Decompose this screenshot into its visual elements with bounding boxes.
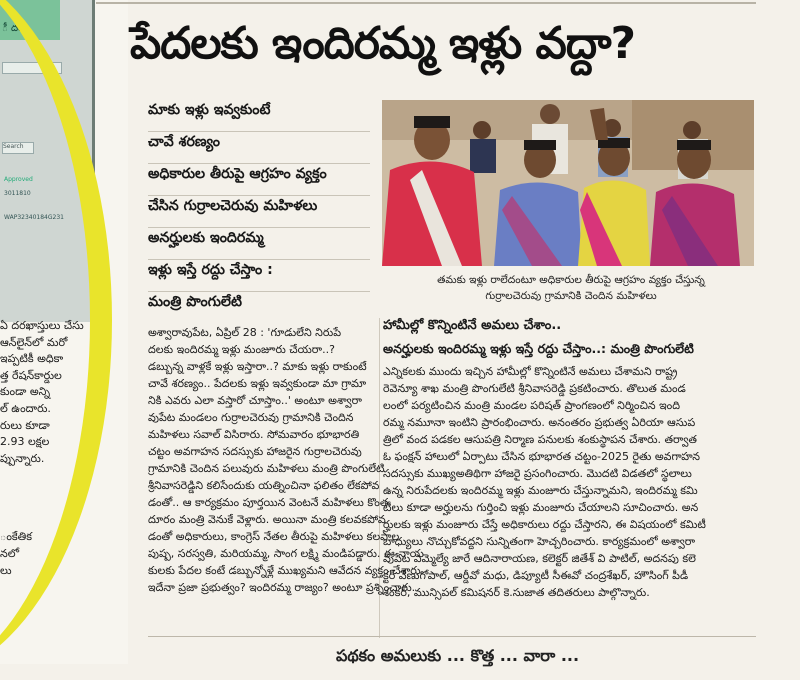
adjacent-article-text: ంకేతిక నలో లు [0,530,33,577]
phone-label: 3011810 [4,190,31,197]
women-protesting-photo [382,100,754,266]
deck-line: చావే శరణ్యం [148,132,370,164]
photo-caption: తమకు ఇళ్లు రాలేదంటూ అధికారుల తీరుపై ఆగ్రహం వ్యక్తం చేస్తున్న గుర్రాలచెరువు గ్రామానికి చెందిన మహిళలు [437,274,705,302]
deck-line: మంత్రి పొంగులేటి [148,294,242,310]
deck-summary [148,100,370,323]
subheading-minister: అనర్హులకు ఇందిరమ్మ ఇళ్లు ఇస్తే రద్దు చేస్తాం..: మంత్రి పొంగులేటి [383,341,694,356]
article [96,0,800,664]
deck-line: అనర్హులకు ఇందిరమ్మ [148,228,370,260]
body-column-left: అశ్వారావుపేట, ఏప్రిల్ 28 : 'గూడులేని నిరుపే దలకు ఇందిరమ్మ ఇళ్లు మంజూరు చేయరా..? డబ్బున్న వాళ్లకే ఇళ్లు ఇస్తారా..? మాకు ఇళ్లు రాకుంటే చావే శరణ్యం.. పేదలకు ఇళ్లు ఇవ్వకుండా మా గ్రామా నికి ఎవరు ఎలా వస్తారో చూస్తాం..' అంటూ అశ్వారా వుపేట మండలం గుర్రాలచెరువు గ్రామానికి చెందిన మహిళలు సవాల్ విసిరారు. సోమవారం భూభారతి చట్టం అవగాహన సదస్సుకు హాజరైన గుర్రాలచెరువు గ్రామానికి చెందిన పలువురు మహిళలు మంత్రి పొంగులేటి శ్రీనివాసరెడ్డిని కలిసేందుకు యత్నించినా ఫలితం లేకపోవ డంతో.. ఆ కార్యక్రమం పూర్తయిన వెంటనే మహిళలు కొంత దూరం మంత్రి వెనుకే వెళ్లారు. అయినా మంత్రి కలవకపోవ డంతో అధికారులు, కాంగ్రెస్ నేతల తీరుపై మహిళలు కలపాల పుష్ప, సరస్వతి, మరియమ్మ, సాంగ లక్ష్మి మండిపడ్డారు. ఈ నాయ కులకు పేదల కంటే డబ్బున్నోళ్లే ముఖ్యమని ఆవేదన వ్యక్తం చేశారు. ఇదేనా ప్రజా ప్రభుత్వం? ఇందిరమ్మ రాజ్యం? అంటూ ప్రశ్నించారు. [148,326,425,594]
deck-line: చేసిన గుర్రాలచెరువు మహిళలు [148,196,370,228]
deck-line: ఇళ్లు ఇస్తే రద్దు చేస్తాం : [148,260,370,292]
bottom-divider [148,636,756,637]
phone-search-button: Search [2,142,34,154]
subheading-promises: హామీల్లో కొన్నింటినే అమలు చేశాం.. [383,318,562,333]
news-photo [382,100,754,266]
deck-line: అధికారుల తీరుపై ఆగ్రహం వ్యక్తం [148,164,370,196]
phone-label: Approved [4,176,33,183]
phone-label: WAP32340184G231 [4,214,64,221]
body-column-right: ఎన్నికలకు ముందు ఇచ్చిన హామీల్లో కొన్నింటినే అమలు చేశామని రాష్ట్ర రెవెన్యూ శాఖ మంత్రి పొంగులేటి శ్రీనివాసరెడ్డి ప్రకటించారు. తొలుత మండ లంలో పర్యటించిన మంత్రి మండల పరిషత్ ప్రాంగణంలో నిర్మించిన ఇంది రమ్మ నమూనా ఇంటిని ప్రారంభించారు. అనంతరం ప్రభుత్వ ఏరియా ఆసుప త్రిలో వంద పడకల ఆసుపత్రి నిర్మాణ పనులకు శంకుస్థాపన చేశారు. తర్వాత ఓ ఫంక్షన్ హాలులో ఏర్పాటు చేసిన భూభారత చట్టం-2025 రైతు అవగాహన సదస్సుకు ముఖ్యఅతిథిగా హాజరై ప్రసంగించారు. మొదటి విడతలో స్థలాలు ఉన్న నిరుపేదలకు ఇందిరమ్మ ఇళ్లు మంజూరు చేస్తున్నామని, ఇందిరమ్మ కమి టీలు కూడా అర్హులను గుర్తించి ఇళ్లు మంజూరు చేయాలని సూచించారు. అన ర్హులకు ఇళ్లు మంజూరు చేస్తే అధికారులు రద్దు చేస్తారని, ఈ విషయంలో కమిటీ బాధ్యులు నొచ్చుకోవద్దని సున్నితంగా హెచ్చరించారు. కార్యక్రమంలో అశ్వారా వుపేట ఎమ్మెల్యే జారే ఆదినారాయణ, కలెక్టర్ జితేశ్ వి పాటిల్, అదనపు కలె క్టర్ వేణుగోపాల్, ఆర్డీవో మధు, డిప్యూటీ సీఈవో చంద్రశేఖర్, హౌసింగ్ పీడీ శంకర్, మున్సిపల్ కమిషనర్ కె.సుజాత తదితరులు పాల్గొన్నారు. [383,365,706,599]
headline: పేదలకు ఇందిరమ్మ ఇళ్లు వద్దా? [130,18,636,69]
phone-screenshot-image: ీ దర Search Approved 3011810 WAP32340184G231 [0,0,95,322]
next-article-fragment: పథకం అమలుకు ... కొత్త ... వారా ... [336,646,580,665]
top-divider [96,2,756,4]
deck-line: మాకు ఇళ్లు ఇవ్వకుంటే [148,100,370,132]
adjacent-article-text: ఏ దరఖాస్తులు చేసు ఆన్‌లైన్‌లో మరో ఇప్పటికీ అధికా త్త రేషన్‌కార్డుల కుండా అన్ని ల్ ఉందారు. రులు కూడా 2.93 లక్షల ప్పున్నారు. [0,319,84,465]
